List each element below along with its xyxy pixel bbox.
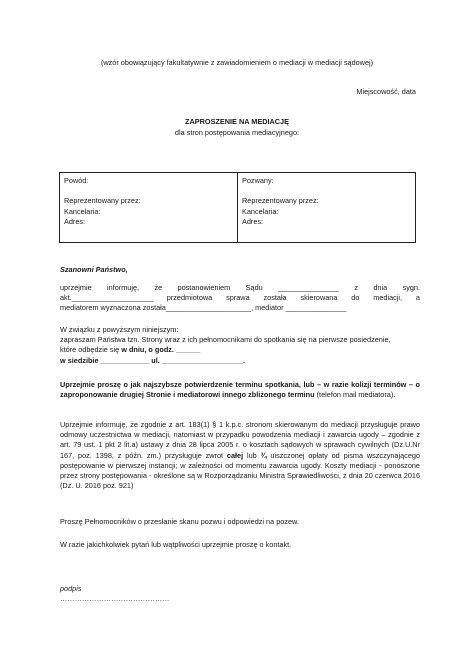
- plaintiff-label: Powód:: [64, 176, 89, 185]
- document-subtitle: dla stron postępowania mediacyjnego:: [174, 128, 300, 137]
- defendant-representative-label: Reprezentowany przez:: [242, 196, 319, 206]
- legal-info-bold2: ¾: [260, 450, 267, 460]
- para2-line3: [60, 345, 420, 355]
- parties-table: [59, 172, 416, 243]
- para2-line2: zapraszam Państwa tzn. Strony wraz z ich pełnomocnikami do spotkania się na pierwsze posiedzenie,: [60, 335, 391, 345]
- defendant-office-label: Kancelaria:: [242, 206, 279, 216]
- paragraph-contact: W razie jakichkolwiek pytań lub wątpliwości uprzejmie proszę o kontakt.: [60, 540, 292, 549]
- legal-info-part1: Uprzejmie informuję, że zgodnie z art. 183(1) § 1 k.p.c. stronom skierowanym do mediacji przysługuje prawo odmowy uczestnictwa w mediacji, natomiast w przypadku powodzenia mediacji i zawarcia ugody – zgodnie z art. 79 ust. 1 pkt 2 lit.a) ustawy z dnia 28 lipca 2005 r. o kosztach sądowych w sprawach cywilnych (Dz.U.Nr 167, poz. 1398, z późn. zm.) przysługuje zwrot: [60, 420, 420, 460]
- defendant-address-label: Adres:: [242, 216, 264, 226]
- plaintiff-address-label: Adres:: [64, 216, 86, 226]
- spacer: [242, 186, 411, 196]
- paragraph-invitation: [60, 325, 420, 366]
- meeting-date-time: w dniu, o godz. ______: [121, 345, 201, 355]
- legal-info-part3: uiszczonej opłaty od pisma wszczynającego postępowanie w pierwszej instancji; w zależności od momentu zawarcia ugody. Koszty mediacji - ponoszone przez strony postępowania - określone są w Rozporządzaniu Ministra Sprawiedliwości, z dnia 20 czerwca 2016 (Dz. U. 2016 poz. 921): [60, 450, 420, 491]
- para1-line3: mediatorem wyznaczona została_____________________, mediator _______________: [60, 303, 347, 313]
- para2-line3-text: które odbędzie się: [60, 345, 122, 355]
- para2-line1: W związku z powyższym niniejszym:: [60, 325, 179, 334]
- para1-line2: akt.____________________ przedmiotowa sprawa została skierowana do mediacji, a: [60, 293, 420, 303]
- confirmation-request-bold: Uprzejmie proszę o jak najszybsze potwierdzenie terminu spotkania, lub – w razie kolizji terminów – o zaproponowanie drugiej Stronie i mediatorowi innego zbliżonego terminu: [60, 380, 420, 400]
- paragraph-confirmation-request: [60, 380, 420, 400]
- defendant-label: Pozwany:: [242, 176, 274, 185]
- plaintiff-office-label: Kancelaria:: [64, 206, 101, 216]
- plaintiff-cell: [60, 173, 237, 242]
- document-title: ZAPROSZENIE NA MEDIACJĘ: [185, 117, 289, 126]
- defendant-cell: [237, 173, 415, 242]
- paragraph-scan-request: Proszę Pełnomocników o przesłanie skanu pozwu i odpowiedzi na pozew.: [60, 517, 299, 526]
- legal-info-bold1: całej: [226, 450, 244, 460]
- paragraph-legal-info: [60, 420, 420, 491]
- plaintiff-representative-label: Reprezentowany przez:: [64, 196, 141, 206]
- header-note: (wzór obowiązujący fakultatywnie z zawiadomieniem o mediacji w mediacji sądowej): [100, 58, 374, 67]
- meeting-location: w siedzibie ____________ ul. ____________________.: [60, 355, 246, 365]
- spacer: [64, 186, 233, 196]
- salutation: Szanowni Państwo,: [60, 265, 128, 274]
- para1-line1: uprzejmie informuję, że postanowieniem Sądu _______________ z dnia sygn.: [60, 283, 420, 292]
- signature-line: ………………………………………: [60, 594, 170, 603]
- signature-label: podpis: [60, 584, 82, 593]
- paragraph-mediation-info: [60, 283, 420, 314]
- place-date: Miejscowość, data: [356, 87, 416, 96]
- legal-info-part2: lub: [243, 450, 261, 460]
- confirmation-request-contact: (telefon mail mediatora).: [314, 390, 396, 400]
